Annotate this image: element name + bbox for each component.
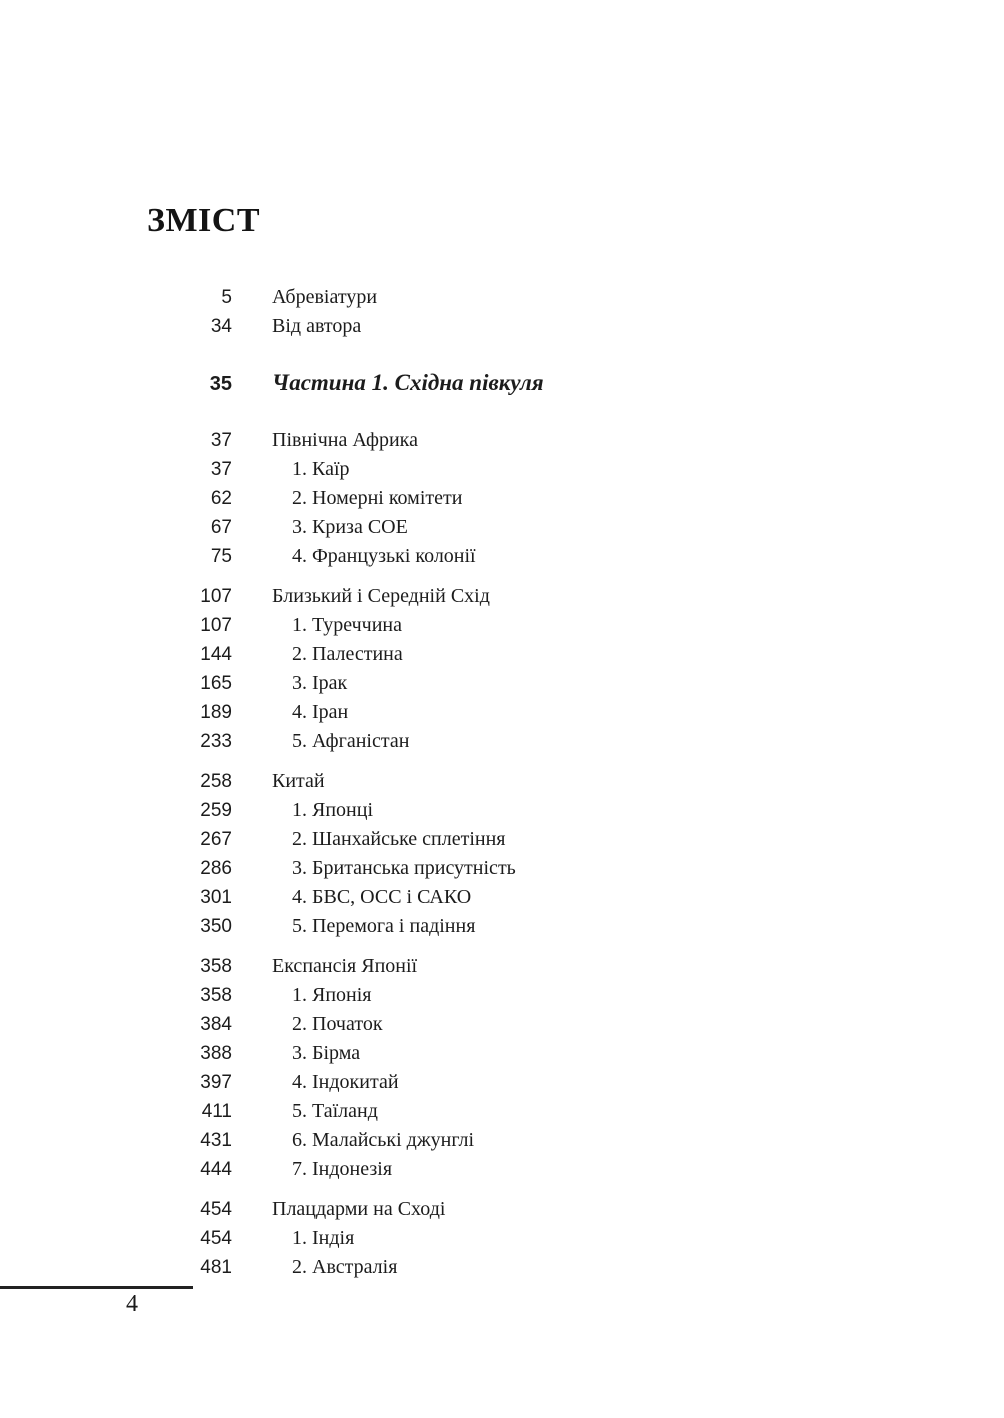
toc-entry-page: 67 bbox=[210, 517, 232, 538]
toc-entry bbox=[145, 611, 765, 640]
toc-entry-label: 2. Австралія bbox=[292, 1256, 398, 1278]
toc-entry-page: 388 bbox=[200, 1043, 232, 1064]
toc-entry bbox=[145, 640, 765, 669]
toc-entry-page: 267 bbox=[200, 829, 232, 850]
toc-entry-page: 233 bbox=[200, 731, 232, 752]
toc-section-group bbox=[145, 952, 765, 1184]
toc-entry-label: 1. Японці bbox=[292, 799, 374, 821]
toc-entry bbox=[145, 883, 765, 912]
toc-section-title: Експансія Японії bbox=[272, 955, 418, 977]
toc-entry-label: 4. Індокитай bbox=[292, 1071, 399, 1093]
toc-entry bbox=[145, 727, 765, 756]
toc-entry-page: 75 bbox=[210, 546, 232, 567]
toc-section-group bbox=[145, 1195, 765, 1282]
toc-entry-page: 481 bbox=[200, 1257, 232, 1278]
toc-entry-page: 37 bbox=[210, 459, 232, 480]
toc-entry-label: 3. Британська присутність bbox=[292, 857, 516, 879]
toc-section-group bbox=[145, 582, 765, 756]
toc-section-group bbox=[145, 767, 765, 941]
toc-entry bbox=[145, 1126, 765, 1155]
toc-entry-label: 2. Шанхайське сплетіння bbox=[292, 828, 506, 850]
toc-entry bbox=[145, 669, 765, 698]
toc-entry bbox=[145, 1224, 765, 1253]
toc-part-page: 35 bbox=[209, 373, 232, 395]
toc-entry bbox=[145, 825, 765, 854]
footer-rule bbox=[0, 1286, 193, 1289]
toc-entry-label: 5. Афганістан bbox=[292, 730, 410, 752]
toc-entry bbox=[145, 1155, 765, 1184]
toc-entry-page: 62 bbox=[210, 488, 232, 509]
toc-entry bbox=[145, 698, 765, 727]
toc-entry bbox=[145, 981, 765, 1010]
toc-entry-page: 454 bbox=[200, 1199, 232, 1220]
toc-entry bbox=[145, 854, 765, 883]
toc-entry-label: 2. Початок bbox=[292, 1013, 383, 1035]
toc-entry bbox=[145, 455, 765, 484]
toc-section-header bbox=[145, 582, 765, 611]
toc-entry-label: 1. Каїр bbox=[292, 458, 350, 480]
toc-entry bbox=[145, 1068, 765, 1097]
toc-entry-label: 4. Французькі колонії bbox=[292, 545, 476, 567]
toc-entry-page: 301 bbox=[200, 887, 232, 908]
toc-entry-label: 5. Перемога і падіння bbox=[292, 915, 476, 937]
toc-entry-page: 444 bbox=[200, 1159, 232, 1180]
toc-entry bbox=[145, 542, 765, 571]
toc-entry bbox=[145, 1253, 765, 1282]
toc-entry-page: 107 bbox=[200, 586, 232, 607]
toc-entry-label: 2. Палестина bbox=[292, 643, 403, 665]
toc-entry-page: 144 bbox=[200, 644, 232, 665]
toc-entry-page: 358 bbox=[200, 985, 232, 1006]
toc-part-heading bbox=[145, 368, 765, 399]
toc-entry-label: 2. Номерні комітети bbox=[292, 487, 463, 509]
toc-entry-label: 4. Іран bbox=[292, 701, 349, 723]
toc-entry-page: 34 bbox=[210, 316, 232, 337]
toc-entry bbox=[145, 484, 765, 513]
toc-entry-page: 454 bbox=[200, 1228, 232, 1249]
toc-entry-page: 358 bbox=[200, 956, 232, 977]
toc-entry-label: Від автора bbox=[272, 315, 362, 337]
toc-entry bbox=[145, 1039, 765, 1068]
toc-entry-page: 258 bbox=[200, 771, 232, 792]
toc-entry bbox=[145, 796, 765, 825]
toc-entry-label: 3. Бірма bbox=[292, 1042, 361, 1064]
toc-entry-page: 397 bbox=[200, 1072, 232, 1093]
toc-entry-page: 350 bbox=[200, 916, 232, 937]
toc-section-header bbox=[145, 767, 765, 796]
toc-entry-page: 5 bbox=[221, 287, 232, 308]
toc-entry-label: 5. Таїланд bbox=[292, 1100, 378, 1122]
toc-entry bbox=[145, 1010, 765, 1039]
toc-entry-page: 37 bbox=[210, 430, 232, 451]
toc-section-title: Плацдарми на Сході bbox=[272, 1198, 446, 1220]
toc-section-header bbox=[145, 426, 765, 455]
toc-entry bbox=[145, 283, 765, 312]
toc-entry-label: 3. Ірак bbox=[292, 672, 348, 694]
toc-part-label: Частина 1. Східна півкуля bbox=[272, 370, 544, 395]
toc-section-title: Північна Африка bbox=[272, 429, 418, 451]
toc-entry bbox=[145, 912, 765, 941]
toc-section-group bbox=[145, 426, 765, 571]
toc-entry-page: 189 bbox=[200, 702, 232, 723]
toc-entry-label: 4. БВС, ОСС і САКО bbox=[292, 886, 472, 908]
footer-page-number: 4 bbox=[126, 1291, 138, 1317]
toc-section-header bbox=[145, 952, 765, 981]
toc-entry bbox=[145, 312, 765, 341]
toc-entry bbox=[145, 1097, 765, 1126]
toc-entry-label: 1. Японія bbox=[292, 984, 372, 1006]
page-title: ЗМІСТ bbox=[147, 202, 260, 239]
toc-entry-page: 259 bbox=[200, 800, 232, 821]
toc-entry-page: 411 bbox=[201, 1101, 232, 1122]
toc-entry-page: 107 bbox=[200, 615, 232, 636]
toc-section-title: Китай bbox=[272, 770, 325, 792]
toc-entry-page: 286 bbox=[200, 858, 232, 879]
toc-entry-label: 3. Криза СОЕ bbox=[292, 516, 408, 538]
toc-entry-label: 7. Індонезія bbox=[292, 1158, 393, 1180]
toc-entry-label: 6. Малайські джунглі bbox=[292, 1129, 475, 1151]
toc-entry bbox=[145, 513, 765, 542]
toc-entry-page: 165 bbox=[200, 673, 232, 694]
toc-entry-label: Абревіатури bbox=[272, 286, 378, 308]
table-of-contents bbox=[145, 283, 765, 1282]
toc-entry-label: 1. Туреччина bbox=[292, 614, 402, 636]
toc-section-header bbox=[145, 1195, 765, 1224]
toc-entry-label: 1. Індія bbox=[292, 1227, 355, 1249]
toc-section-title: Близький і Середній Схід bbox=[272, 585, 490, 607]
toc-entry-page: 384 bbox=[200, 1014, 232, 1035]
toc-entry-page: 431 bbox=[200, 1130, 232, 1151]
